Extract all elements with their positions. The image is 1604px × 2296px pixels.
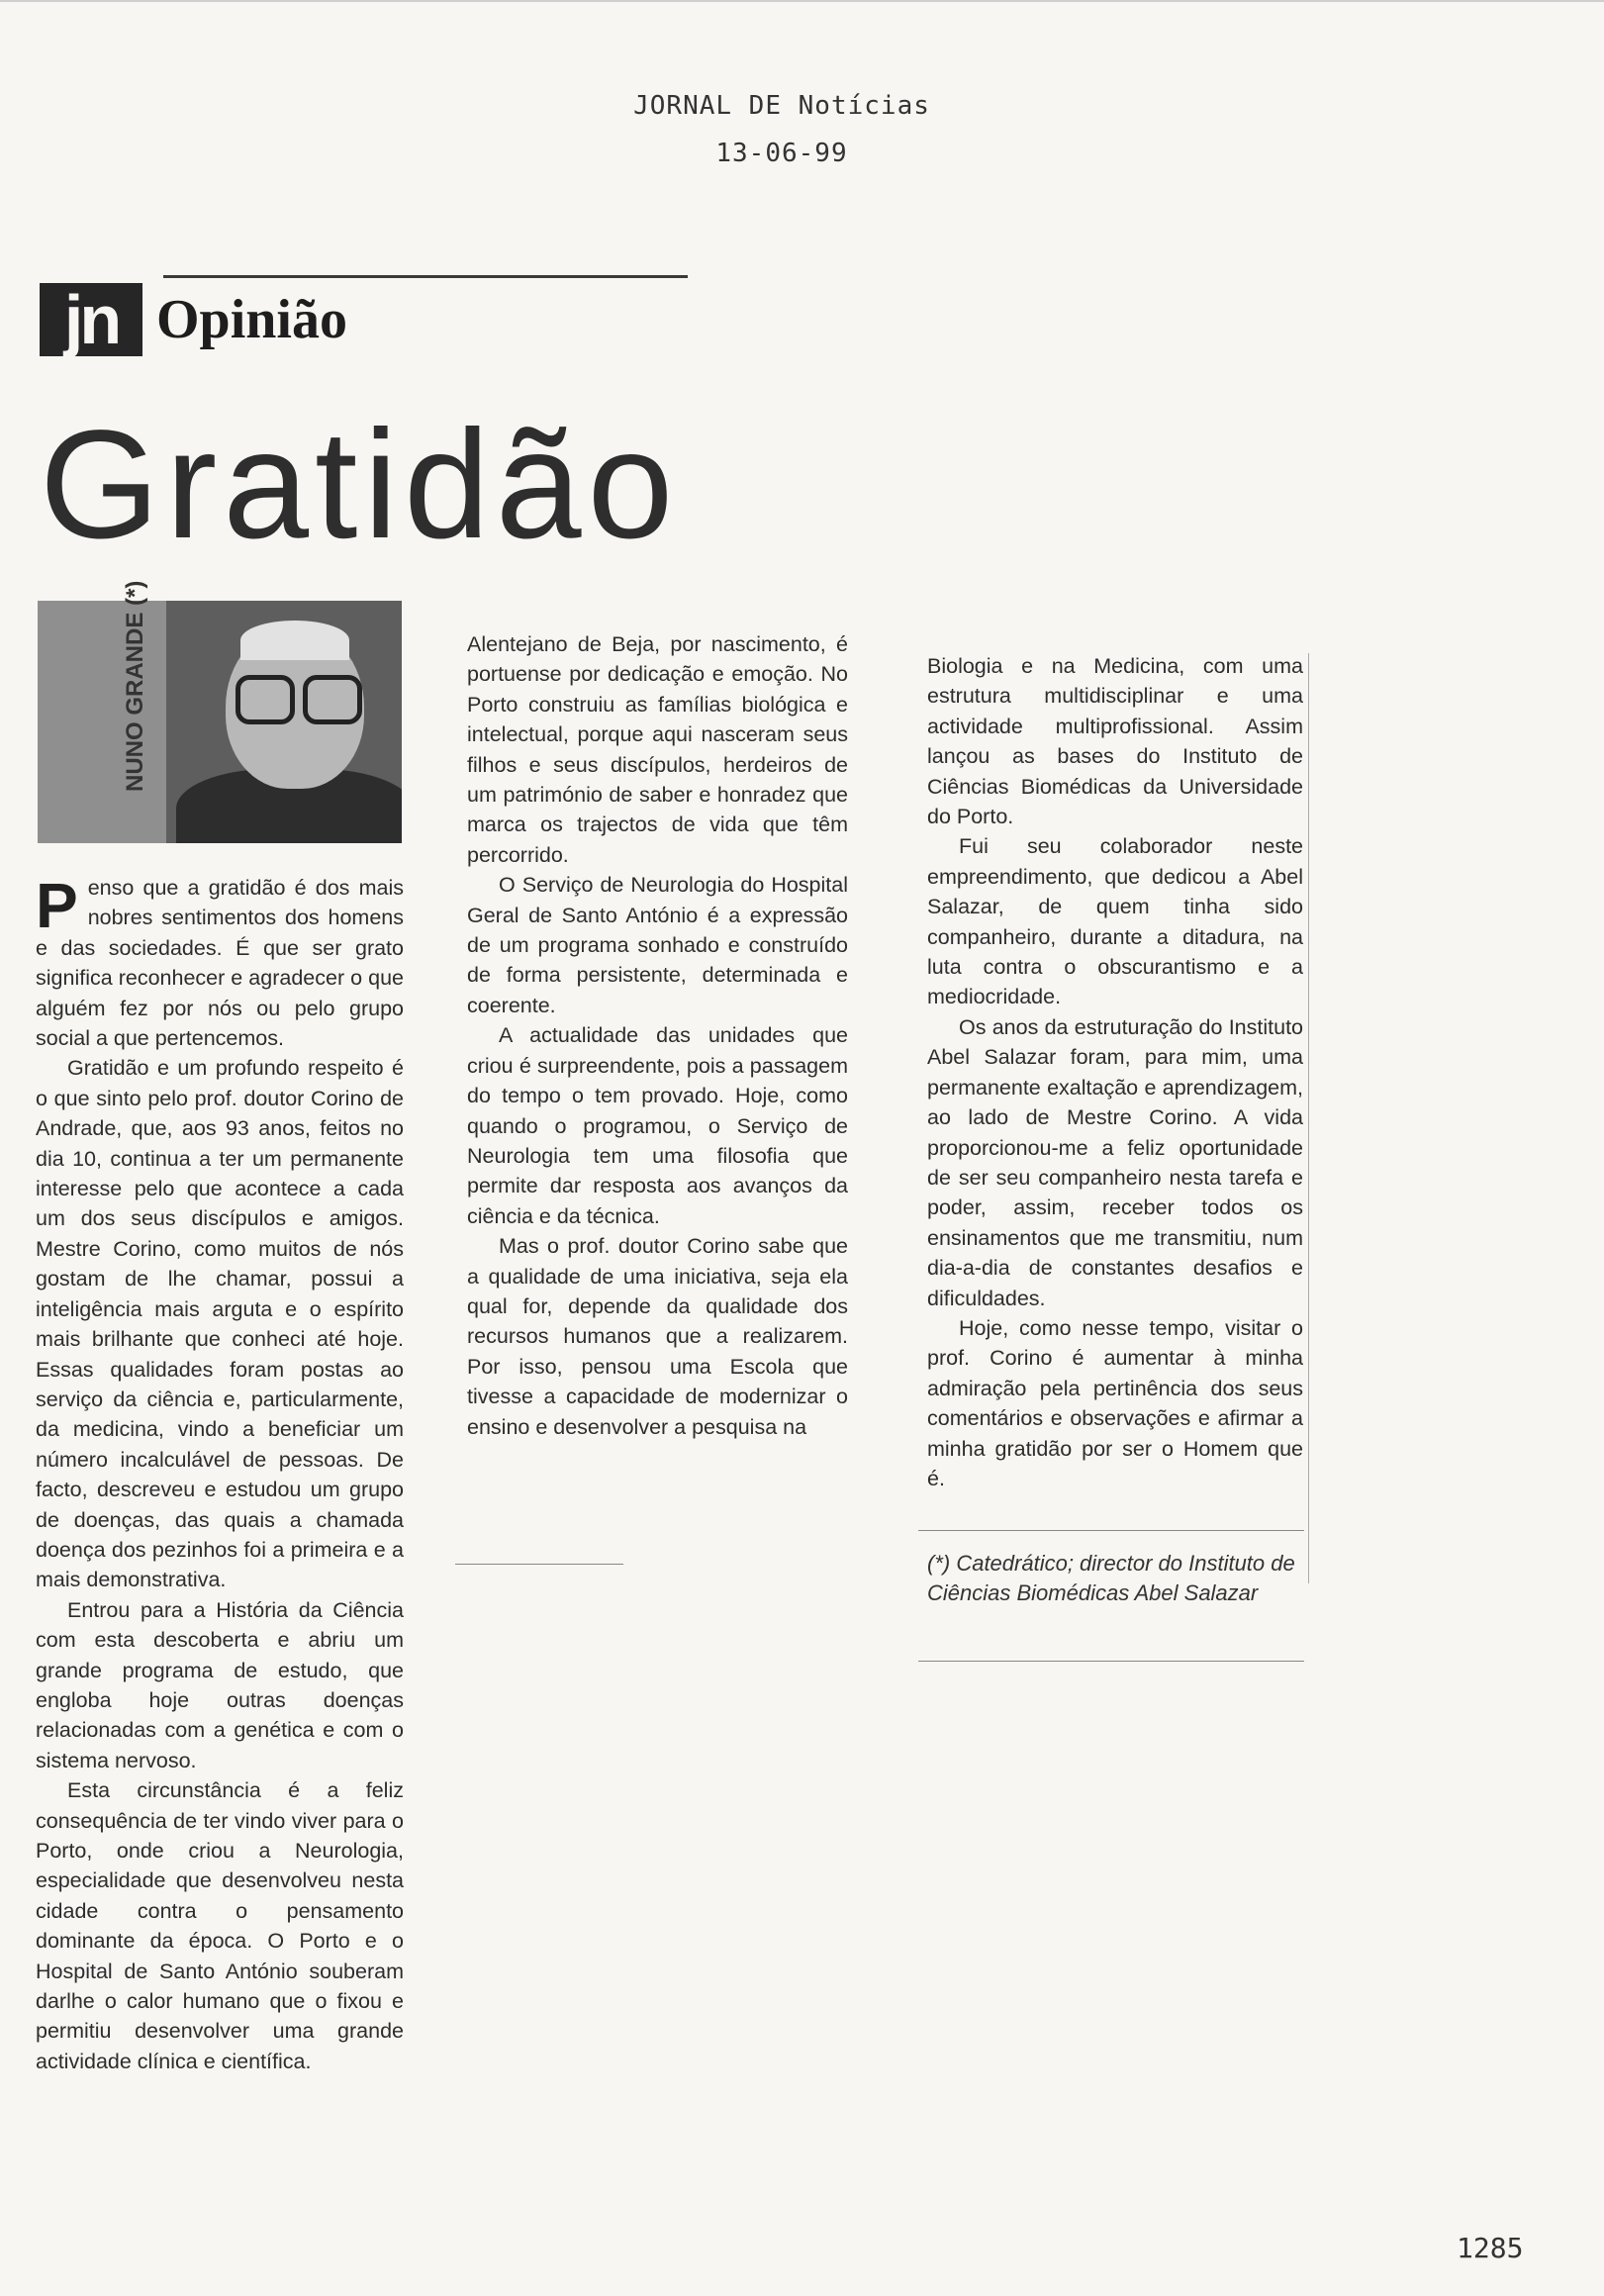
- paragraph: A actualidade das unidades que criou é surpreendente, pois a passagem do tempo o tem provado. Hoje, como quando o programou, o Serviço de Neurologia tem uma filosofia que permite dar resposta aos avanços da ciência e da técnica.: [467, 1023, 848, 1228]
- paragraph: Hoje, como nesse tempo, visitar o prof. Corino é aumentar à minha admiração pela pertinência dos seus comentários e observações e afirmar a minha gratidão por ser o Homem que é.: [927, 1315, 1303, 1490]
- author-byline: NUNO GRANDE (*): [122, 580, 148, 792]
- author-photo: [38, 601, 402, 843]
- top-border: [0, 0, 1604, 2]
- paragraph: Fui seu colaborador neste empreendimento, que dedicou a Abel Salazar, de quem tinha sido companheiro, durante a ditadura, na luta contra o obscurantismo e a mediocridade.: [927, 834, 1303, 1009]
- paragraph: Alentejano de Beja, por nascimento, é portuense por dedicação e emoção. No Porto construiu as famílias biológica e intelectual, porque aqui nasceram seus filhos e seus discípulos, herdeiros de um património de saber e honradez que marca os trajectos de vida que têm percorrido.: [467, 632, 848, 867]
- page-number: 1285: [1457, 2232, 1524, 2264]
- publication-name: JORNAL DE Notícias: [633, 91, 930, 121]
- paragraph: O Serviço de Neurologia do Hospital Geral de Santo António é a expressão de um programa sonhado e construído de forma persistente, determinada e coerente.: [467, 873, 848, 1017]
- paragraph: Mas o prof. doutor Corino sabe que a qualidade de uma iniciativa, seja ela qual for, depende da qualidade dos recursos humanos que a realizarem. Por isso, pensou uma Escola que tivesse a capacidade de modernizar o ensino e desenvolver a pesquisa na: [467, 1234, 848, 1439]
- paragraph: Entrou para a História da Ciência com esta descoberta e abriu um grande programa de estudo, que engloba hoje outras doenças relacionadas com a genética e com o sistema nervoso.: [36, 1597, 404, 1772]
- paragraph: Esta circunstância é a feliz consequência de ter vindo viver para o Porto, onde criou a Neurologia, especialidade que desenvolveu nesta cidade contra o pensamento dominante da época. O Porto e o Hospital de Santo António souberam darlhe o calor humano que o fixou e permitiu desenvolver uma grande actividade clínica e científica.: [36, 1778, 404, 2073]
- jn-logo: jn: [40, 283, 142, 356]
- article-column-1: [36, 870, 404, 2076]
- note-top-rule: [918, 1530, 1304, 1531]
- paragraph: Penso que a gratidão é dos mais nobres sentimentos dos homens e das sociedades. É que ser grato significa reconhecer e agradecer o que alguém fez por nós ou pelo grupo social a que pertencemos.: [36, 870, 404, 1051]
- paragraph: Os anos da estruturação do Instituto Abel Salazar foram, para mim, uma permanente exaltação e aprendizagem, ao lado de Mestre Corino. A vida proporcionou-me a feliz oportunidade de ser seu companheiro nesta tarefa e poder, assim, receber todos os ensinamentos que me transmitiu, num dia-a-dia de constantes desafios e dificuldades.: [927, 1014, 1303, 1310]
- paragraph: Biologia e na Medicina, com uma estrutura multidisciplinar e uma actividade multiprofissional. Assim lançou as bases do Instituto de Ciências Biomédicas da Universidade do Porto.: [927, 654, 1303, 829]
- article-column-3: [927, 651, 1303, 1493]
- article-column-2: [467, 629, 848, 1442]
- column-end-rule: [455, 1564, 623, 1565]
- note-bottom-rule: [918, 1661, 1304, 1662]
- publication-date: 13-06-99: [715, 139, 848, 168]
- section-label: Opinião: [156, 289, 347, 350]
- column-divider: [1308, 653, 1309, 1583]
- paragraph: Gratidão e um profundo respeito é o que sinto pelo prof. doutor Corino de Andrade, que, aos 93 anos, feitos no dia 10, continua a ter um permanente interesse pelo que acontece a cada um dos seus discípulos e amigos. Mestre Corino, como muitos de nós gostam de lhe chamar, possui a inteligência mais arguta e o espírito mais brilhante que conheci até hoje. Essas qualidades foram postas ao serviço da ciência e, particularmente, da medicina, vindo a beneficiar um número incalculável de pessoas. De facto, descreveu e estudou um grupo de doenças, das quais a chamada doença dos pezinhos foi a primeira e a mais demonstrativa.: [36, 1056, 404, 1592]
- drop-cap: P: [36, 870, 78, 941]
- author-note: (*) Catedrático; director do Instituto de Ciências Biomédicas Abel Salazar: [927, 1551, 1295, 1605]
- masthead-rule: [163, 275, 688, 278]
- article-title: Gratidão: [40, 399, 680, 571]
